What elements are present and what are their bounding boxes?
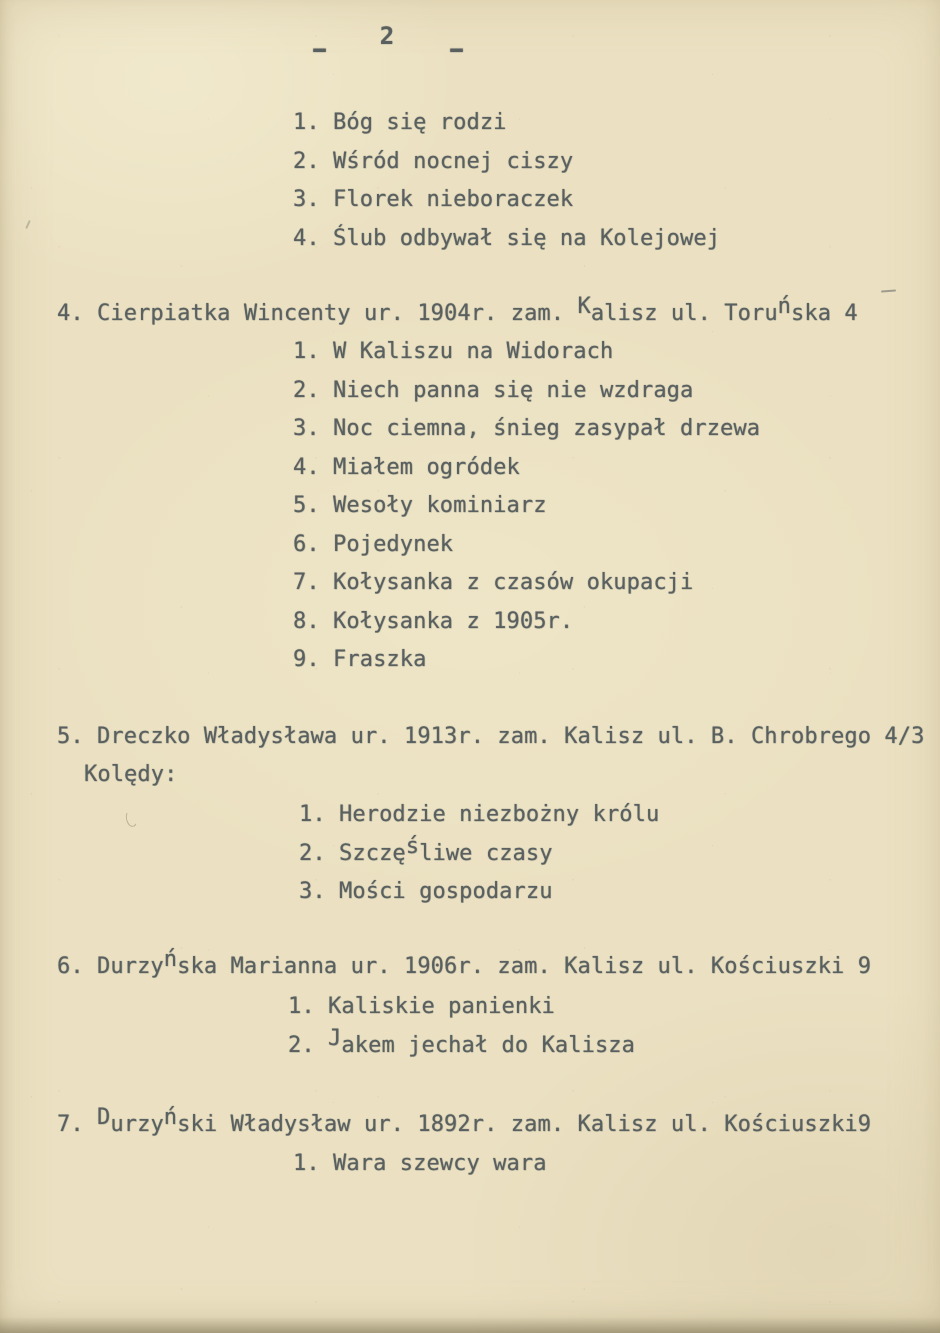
song-list-entry-4	[293, 333, 760, 680]
song-list-entry-6	[288, 988, 635, 1065]
page-number	[307, 22, 467, 63]
song-item: 4. Ślub odbywał się na Kolejowej	[293, 225, 721, 251]
song-item: 3. Florek nieboraczek	[293, 187, 574, 212]
song-item: 1. Herodzie niezbożny królu	[299, 802, 660, 827]
koledy-label: Kolędy:	[84, 762, 178, 787]
song-item: 6. Pojedynek	[293, 531, 454, 557]
song-item: 2. Szczęśliwe czasy	[299, 833, 553, 866]
song-item: 4. Miałem ogródek	[293, 454, 520, 480]
song-list-entry-5	[299, 796, 659, 912]
song-item: 7. Kołysanka z czasów okupacji	[293, 570, 694, 595]
song-list-previous-entry	[293, 104, 720, 258]
song-item: 1. Kaliskie panienki	[288, 994, 555, 1019]
song-item: 2. Niech panna się nie wzdraga	[293, 377, 694, 403]
song-item: 1. Bóg się rodzi	[293, 110, 507, 135]
song-item: 1. W Kaliszu na Widorach	[293, 339, 614, 364]
entry-header-6: 6. Durzyńska Marianna ur. 1906r. zam. Kalisz ul. Kościuszki 9	[57, 947, 872, 979]
page-number-value: 2	[379, 22, 395, 50]
song-item: 3. Mości gospodarzu	[299, 879, 553, 904]
entry-header-4: 4. Cierpiatka Wincenty ur. 1904r. zam. Kalisz ul. Toruńska 4	[57, 294, 858, 326]
pencil-tick-mark	[25, 220, 30, 229]
song-item: 1. Wara szewcy wara	[293, 1151, 547, 1176]
song-item: 2. Jakem jechał do Kalisza	[288, 1025, 635, 1058]
pencil-squiggle-mark	[124, 809, 138, 828]
entry-header-7: 7. Durzyński Władysław ur. 1892r. zam. Kalisz ul. Kościuszki9	[57, 1105, 872, 1137]
song-item: 3. Noc ciemna, śnieg zasypał drzewa	[293, 416, 761, 441]
entry-header-5: 5. Dreczko Władysława ur. 1913r. zam. Kalisz ul. B. Chrobrego 4/3	[57, 724, 925, 749]
scan-edge-shadow	[0, 1317, 940, 1333]
song-item: 5. Wesoły kominiarz	[293, 493, 547, 518]
song-item: 9. Fraszka	[293, 647, 427, 672]
page-number-dash-right: -	[443, 35, 467, 63]
pencil-dash-mark	[881, 289, 896, 292]
page-number-dash-left: -	[307, 35, 331, 63]
song-item: 8. Kołysanka z 1905r.	[293, 608, 574, 634]
song-list-entry-7	[293, 1145, 547, 1184]
song-item: 2. Wśród nocnej ciszy	[293, 148, 574, 174]
